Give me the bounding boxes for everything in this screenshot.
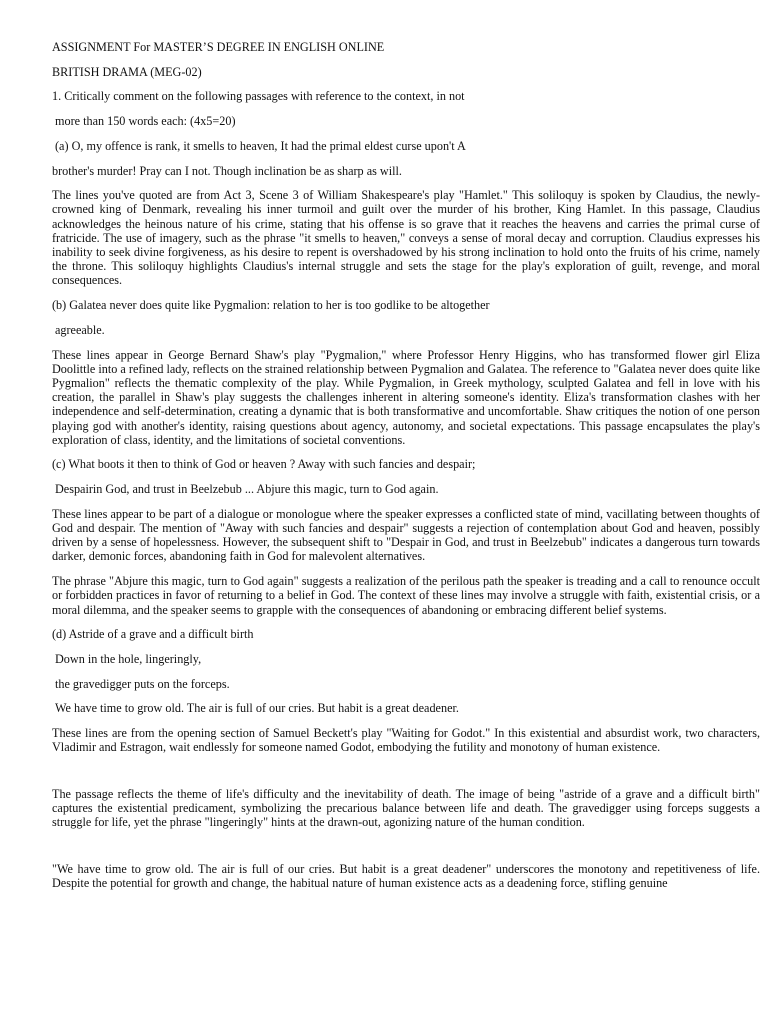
passage-d-line-3: the gravedigger puts on the forceps. (55, 676, 230, 691)
assignment-heading: ASSIGNMENT For MASTER’S DEGREE IN ENGLISH ONLINE (52, 40, 385, 54)
answer-d-paragraph-1: These lines are from the opening section of Samuel Beckett's play "Waiting for Godot." In this existential and absurdist work, two characters, Vladimir and Estragon, wait endlessly for someone named Godot, embodying the futility and monotony of human existence. (52, 726, 760, 755)
spacer (52, 840, 760, 862)
answer-b: These lines appear in George Bernard Shaw's play "Pygmalion," where Professor Henry Higgins, who has transformed flower girl Eliza Doolittle into a refined lady, reflects on the strained relationship between Pygmalion and Galatea. The reference to "Galatea never does quite like Pygmalion" reflects the thematic complexity of the play. While Pygmalion, in Greek mythology, sculpted Galatea and fell in love with his creation, the parallel in Shaw's play suggests the challenges inherent in altering someone's identity. Eliza's transformation clashes with her independence and self-determination, creating a dynamic that is both transformative and uncomfortable. Shaw critiques the notion of one person playing god with another's identity, raising questions about agency, autonomy, and societal expectations. This passage encapsulates the play's exploration of class, identity, and the limitations of societal conventions. (52, 347, 760, 447)
spacer (52, 765, 760, 787)
passage-c-line-1: (c) What boots it then to think of God or heaven ? Away with such fancies and despair; (52, 457, 476, 472)
course-heading: BRITISH DRAMA (MEG-02) (52, 64, 202, 79)
passage-a-line-1: (a) O, my offence is rank, it smells to heaven, It had the primal eldest curse upon't A (55, 138, 466, 153)
answer-a: The lines you've quoted are from Act 3, Scene 3 of William Shakespeare's play "Hamlet." This soliloquy is spoken by Claudius, the newly-crowned king of Denmark, revealing his inner turmoil and guilt over the murder of his brother, King Hamlet. In this passage, Claudius acknowledges the heinous nature of his crime, stating that his offense is so grave that it reaches the heavens and carries the primal curse of fratricide. The use of imagery, such as the phrase "it smells to heaven," conveys a sense of moral decay and corruption. Claudius expresses his inability to seek divine forgiveness, as his desire to repent is overshadowed by his strong inclination to hold onto the fruits of his crime, namely the throne. This soliloquy highlights Claudius's internal struggle and sets the stage for the play's exploration of guilt, revenge, and moral consequences. (52, 188, 760, 288)
passage-d-line-4: We have time to grow old. The air is full of our cries. But habit is a great deadener. (55, 701, 459, 716)
passage-c-line-2: Despairin God, and trust in Beelzebub ... Abjure this magic, turn to God again. (55, 482, 439, 497)
answer-d-paragraph-2: The passage reflects the theme of life's difficulty and the inevitability of death. The image of being "astride of a grave and a difficult birth" captures the existential predicament, symbolizing the precarious balance between life and death. The gravedigger using forceps suggests a struggle for life, yet the phrase "lingeringly" hints at the drawn-out, agonizing nature of the human condition. (52, 787, 760, 830)
passage-b-line-2: agreeable. (55, 322, 105, 337)
answer-c-paragraph-2: The phrase "Abjure this magic, turn to God again" suggests a realization of the perilous path the speaker is treading and a call to renounce occult or forbidden practices in favor of returning to a belief in God. The context of these lines may involve a struggle with faith, existential crisis, or a moral dilemma, and the speaker seems to grapple with the consequences of abandoning or embracing different belief systems. (52, 574, 760, 617)
instruction-line-2: more than 150 words each: (4x5=20) (55, 114, 236, 129)
passage-b-line-1: (b) Galatea never does quite like Pygmalion: relation to her is too godlike to be altogether (52, 298, 490, 313)
instruction-line-1: 1. Critically comment on the following passages with reference to the context, in not (52, 89, 465, 104)
passage-d-line-1: (d) Astride of a grave and a difficult birth (52, 627, 254, 642)
passage-a-line-2: brother's murder! Pray can I not. Though inclination be as sharp as will. (52, 163, 402, 178)
passage-d-line-2: Down in the hole, lingeringly, (55, 652, 202, 666)
answer-d-paragraph-3: "We have time to grow old. The air is full of our cries. But habit is a great deadener" underscores the monotony and repetitiveness of life. Despite the potential for growth and change, the habitual nature of human existence acts as a deadening force, stifling genuine (52, 862, 760, 891)
document-page (52, 40, 760, 901)
answer-c-paragraph-1: These lines appear to be part of a dialogue or monologue where the speaker expresses a conflicted state of mind, vacillating between thoughts of God and despair. The mention of "Away with such fancies and despair" suggests a rejection of contemplation about God and heaven, possibly driven by a sense of hopelessness. However, the subsequent shift to "Despair in God, and trust in Beelzebub" indicates a dangerous turn towards darker, demonic forces, abandoning faith in God for malevolent alternatives. (52, 506, 760, 564)
